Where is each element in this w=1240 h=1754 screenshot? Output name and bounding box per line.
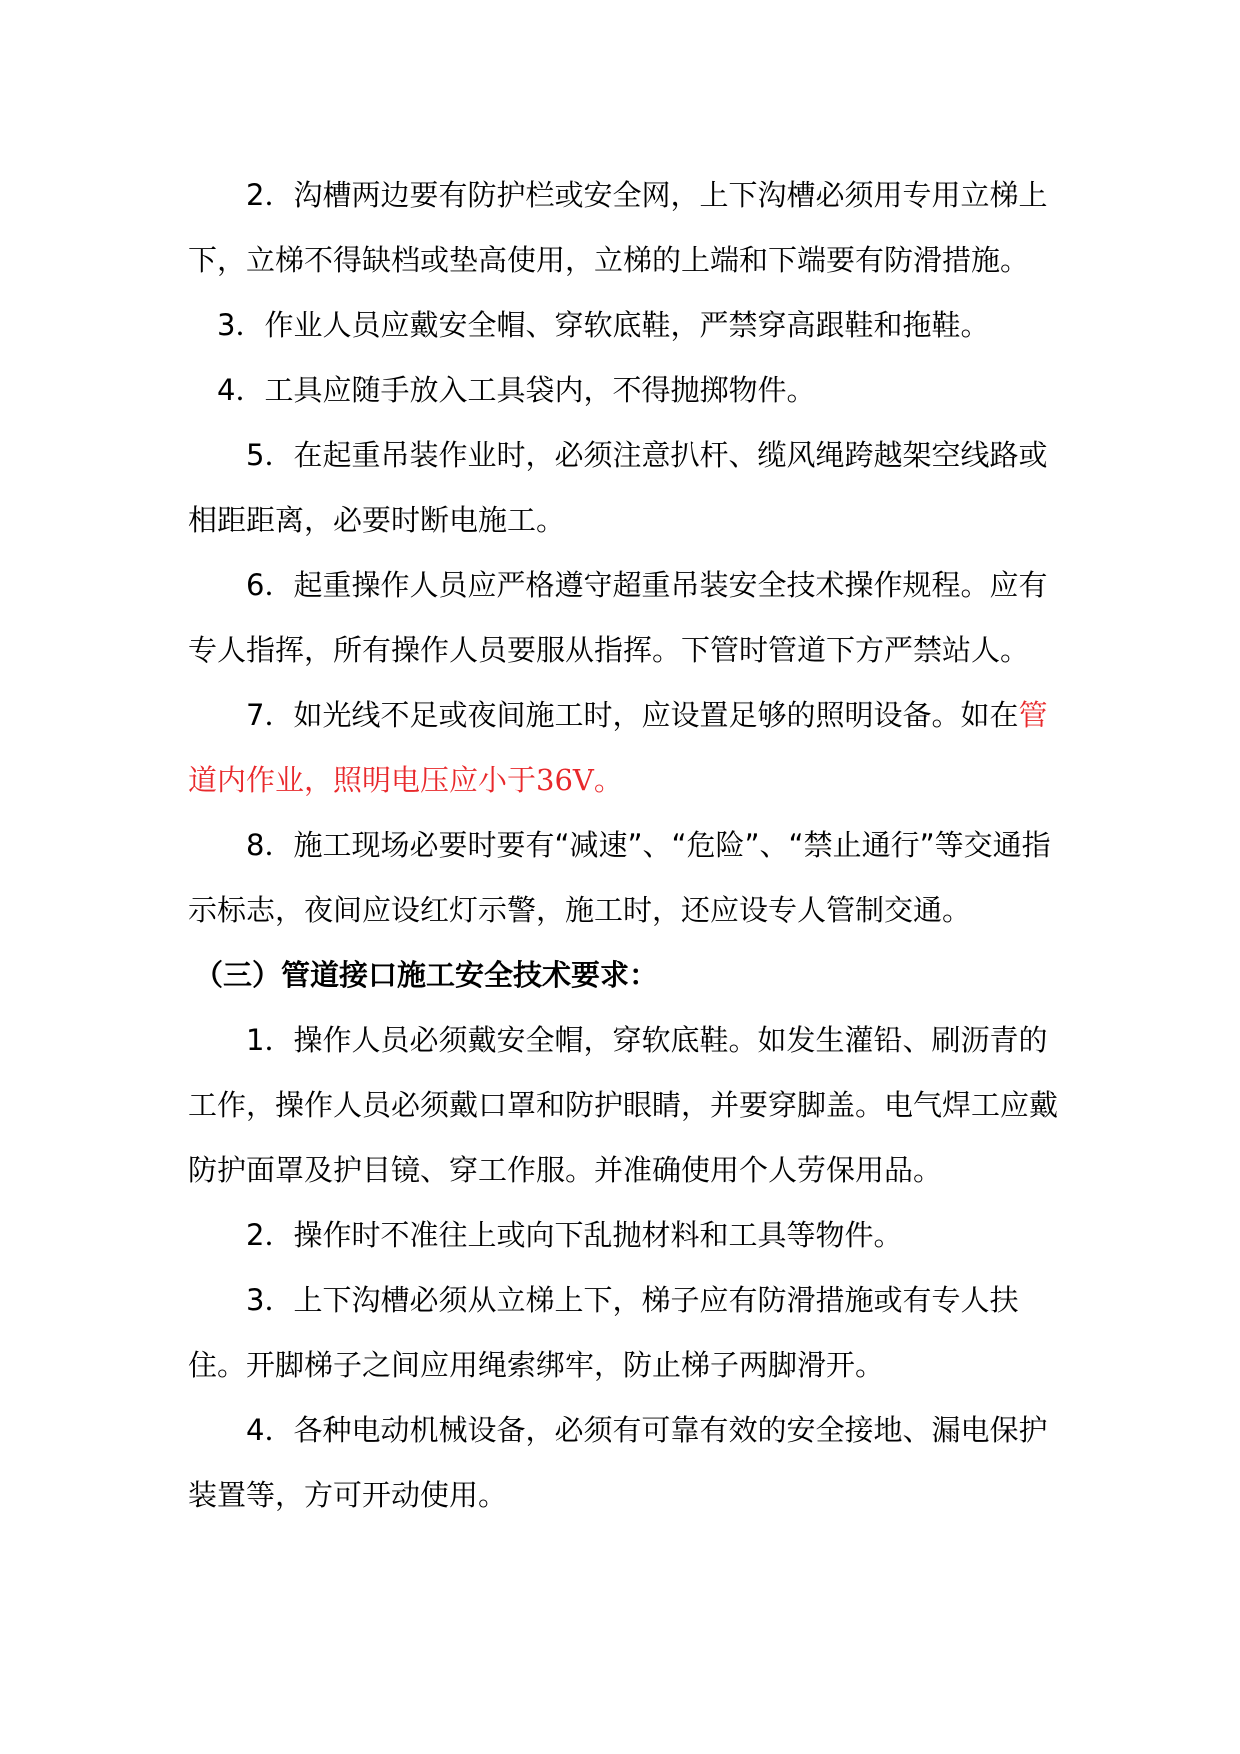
highlighted-voltage-note: 管道内作业，照明电压应小于36V。	[188, 698, 1048, 797]
paragraph-item-7-lighting	[188, 683, 1068, 813]
paragraph-item-6-operators: 6．起重操作人员应严格遵守超重吊装安全技术操作规程。应有专人指挥，所有操作人员要服从指挥。下管时管道下方严禁站人。	[188, 568, 1048, 667]
paragraph-item-3-ladder: 3．上下沟槽必须从立梯上下，梯子应有防滑措施或有专人扶住。开脚梯子之间应用绳索绑牢，防止梯子两脚滑开。	[188, 1283, 1019, 1382]
section-heading: （三）管道接口施工安全技术要求：	[194, 958, 659, 992]
paragraph-item-7-text: 7．如光线不足或夜间施工时，应设置足够的照明设备。如在	[246, 698, 1019, 732]
paragraph-item-8-traffic-signs: 8．施工现场必要时要有“减速”、“危险”、“禁止通行”等交通指示标志，夜间应设红灯示警，施工时，还应设专人管制交通。	[188, 828, 1051, 927]
paragraph-item-4-tools: 4．工具应随手放入工具袋内，不得抛掷物件。	[217, 373, 816, 407]
paragraph-item-1-protective-gear: 1．操作人员必须戴安全帽，穿软底鞋。如发生灌铅、刷沥青的工作，操作人员必须戴口罩和防护眼睛，并要穿脚盖。电气焊工应戴防护面罩及护目镜、穿工作服。并准确使用个人劳保用品。	[188, 1023, 1059, 1187]
paragraph-item-3-helmet: 3．作业人员应戴安全帽、穿软底鞋，严禁穿高跟鞋和拖鞋。	[217, 308, 990, 342]
paragraph-item-4-grounding: 4．各种电动机械设备，必须有可靠有效的安全接地、漏电保护装置等，方可开动使用。	[188, 1413, 1048, 1512]
paragraph-item-5-lifting: 5．在起重吊装作业时，必须注意扒杆、缆风绳跨越架空线路或相距距离，必要时断电施工。	[188, 438, 1048, 537]
paragraph-item-2-no-throwing: 2．操作时不准往上或向下乱抛材料和工具等物件。	[246, 1218, 903, 1252]
paragraph-item-2-trench-guardrail: 2．沟槽两边要有防护栏或安全网，上下沟槽必须用专用立梯上下，立梯不得缺档或垫高使用，立梯的上端和下端要有防滑措施。	[188, 178, 1048, 277]
